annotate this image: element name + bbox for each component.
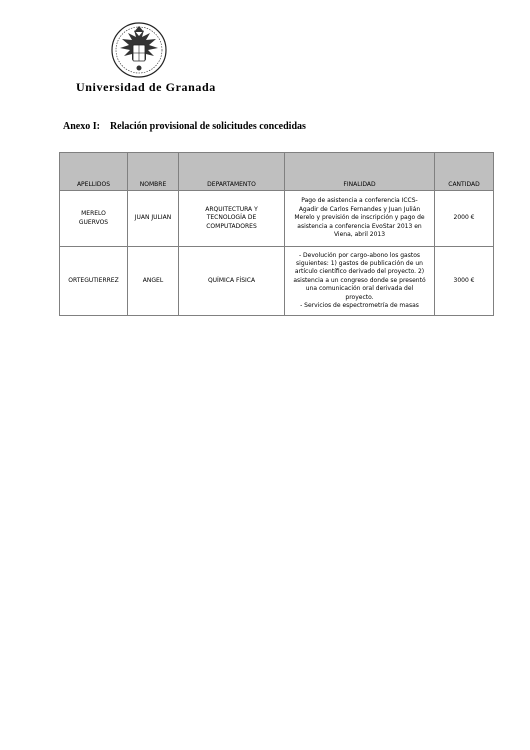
grants-table <box>59 152 494 316</box>
university-name: Universidad de Granada <box>76 80 216 94</box>
cell-cantidad: 2000 € <box>435 191 494 247</box>
cell-apellidos: ORTEGUTIERREZ <box>60 247 128 316</box>
column-header-cantidad: CANTIDAD <box>435 153 494 191</box>
table-header-row <box>60 153 494 191</box>
table-row <box>60 191 494 247</box>
cell-departamento: ARQUITECTURA Y TECNOLOGÍA DE COMPUTADORES <box>179 191 285 247</box>
table-row <box>60 247 494 316</box>
annex-heading <box>63 121 306 132</box>
column-header-nombre: NOMBRE <box>128 153 179 191</box>
cell-finalidad: Pago de asistencia a conferencia ICCS- Agadir de Carlos Fernandes y Juan Julián Merelo y previsión de inscripción y pago de asistencia a conferencia EvoStar 2013 en Viena, abril 2013 <box>285 191 435 247</box>
column-header-finalidad: FINALIDAD <box>285 153 435 191</box>
cell-finalidad: - Devolución por cargo-abono los gastos siguientes: 1) gastos de publicación de un artículo científico derivado del proyecto. 2) asistencia a un congreso donde se presentó una comunicación oral derivada del proyecto. - Servicios de espectrometría de masas <box>285 247 435 316</box>
column-header-departamento: DEPARTAMENTO <box>179 153 285 191</box>
cell-nombre: JUAN JULIAN <box>128 191 179 247</box>
cell-cantidad: 3000 € <box>435 247 494 316</box>
column-header-apellidos: APELLIDOS <box>60 153 128 191</box>
cell-nombre: ANGEL <box>128 247 179 316</box>
university-crest-icon <box>110 20 168 80</box>
annex-title: Relación provisional de solicitudes concedidas <box>109 121 306 132</box>
cell-apellidos: MERELO GUERVOS <box>60 191 128 247</box>
cell-departamento: QUÍMICA FÍSICA <box>179 247 285 316</box>
annex-label: Anexo I: <box>63 121 100 132</box>
